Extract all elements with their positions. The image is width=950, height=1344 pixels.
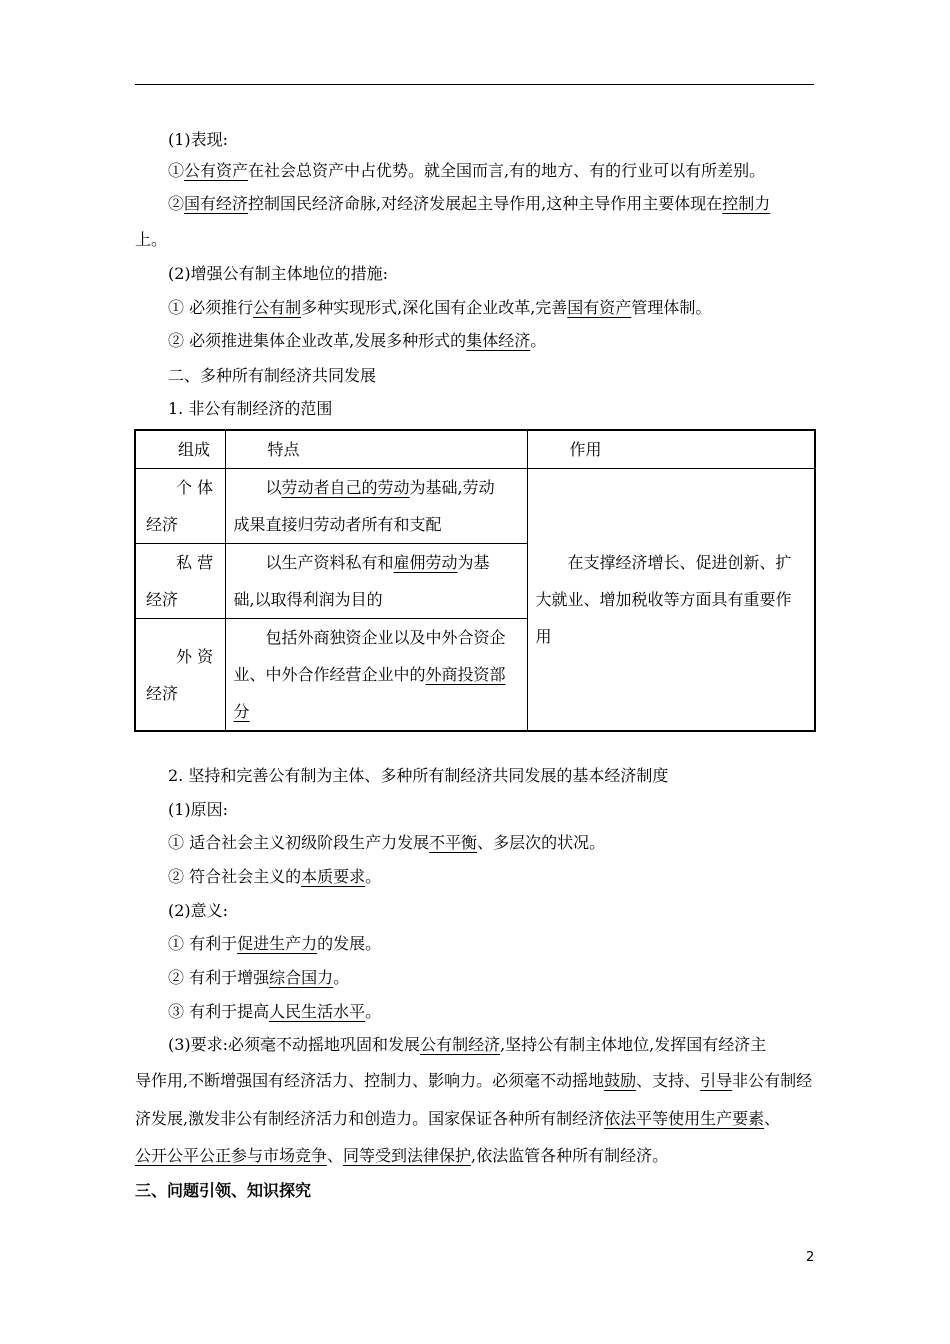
paragraph-measure-2: ② 必须推进集体企业改革,发展多种形式的集体经济。 — [168, 331, 547, 350]
row-name: 外 资 经济 — [135, 619, 225, 732]
row-name: 个 体 经济 — [135, 469, 225, 544]
table-header-row — [135, 430, 815, 469]
header-rule — [135, 84, 814, 85]
role-cell: 在支撑经济增长、促进创新、扩 大就业、增加税收等方面具有重要作 用 — [527, 469, 815, 732]
paragraph-requirement-line-4: 公开公平公正参与市场竞争、同等受到法律保护,依法监管各种所有制经济。 — [135, 1146, 669, 1165]
paragraph-measure-1: ① 必须推行公有制多种实现形式,深化国有企业改革,完善国有资产管理体制。 — [168, 298, 712, 317]
paragraph-reason-1: ① 适合社会主义初级阶段生产力发展不平衡、多层次的状况。 — [168, 833, 606, 852]
sub-heading-measures: (2)增强公有制主体地位的措施: — [168, 264, 389, 283]
paragraph-requirement-line-1: (3)要求:必须毫不动摇地巩固和发展公有制经济,坚持公有制主体地位,发挥国有经济主 — [168, 1035, 767, 1054]
header-composition: 组成 — [135, 430, 225, 469]
sub-heading-performance: (1)表现: — [168, 130, 229, 149]
header-features: 特点 — [225, 430, 527, 469]
page-number: 2 — [806, 1250, 815, 1265]
paragraph-significance-2: ② 有利于增强综合国力。 — [168, 968, 350, 987]
paragraph-significance-1: ① 有利于促进生产力的发展。 — [168, 934, 382, 953]
row-name: 私 营 经济 — [135, 544, 225, 619]
paragraph-requirement-line-3: 济发展,激发非公有制经济活力和创造力。国家保证各种所有制经济依法平等使用生产要素、 — [135, 1109, 781, 1128]
sub-heading-reason: (1)原因: — [168, 800, 229, 819]
section-heading-2: 二、多种所有制经济共同发展 — [168, 366, 377, 385]
sub-heading-significance: (2)意义: — [168, 901, 229, 920]
paragraph-significance-3: ③ 有利于提高人民生活水平。 — [168, 1002, 382, 1021]
header-role: 作用 — [527, 430, 815, 469]
row-feature: 包括外商独资企业以及中外合资企 业、中外合作经营企业中的外商投资部 分 — [225, 619, 527, 732]
paragraph-requirement-line-2: 导作用,不断增强国有经济活力、控制力、影响力。必须毫不动摇地鼓励、支持、引导非公有制经 — [135, 1071, 813, 1090]
paragraph-state-economy-cont: 上。 — [135, 230, 168, 249]
row-feature: 以生产资料私有和雇佣劳动为基 础,以取得利润为目的 — [225, 544, 527, 619]
table-row — [135, 469, 815, 544]
subsection-heading-2: 2. 坚持和完善公有制为主体、多种所有制经济共同发展的基本经济制度 — [168, 766, 669, 785]
non-public-economy-table — [134, 429, 816, 732]
paragraph-public-assets: ①公有资产在社会总资产中占优势。就全国而言,有的地方、有的行业可以有所差别。 — [168, 161, 766, 180]
subsection-heading-1: 1. 非公有制经济的范围 — [168, 399, 333, 418]
paragraph-reason-2: ② 符合社会主义的本质要求。 — [168, 867, 382, 886]
paragraph-state-economy: ②国有经济控制国民经济命脉,对经济发展起主导作用,这种主导作用主要体现在控制力 — [168, 194, 771, 213]
row-feature: 以劳动者自己的劳动为基础,劳动 成果直接归劳动者所有和支配 — [225, 469, 527, 544]
section-heading-3: 三、问题引领、知识探究 — [135, 1181, 312, 1200]
